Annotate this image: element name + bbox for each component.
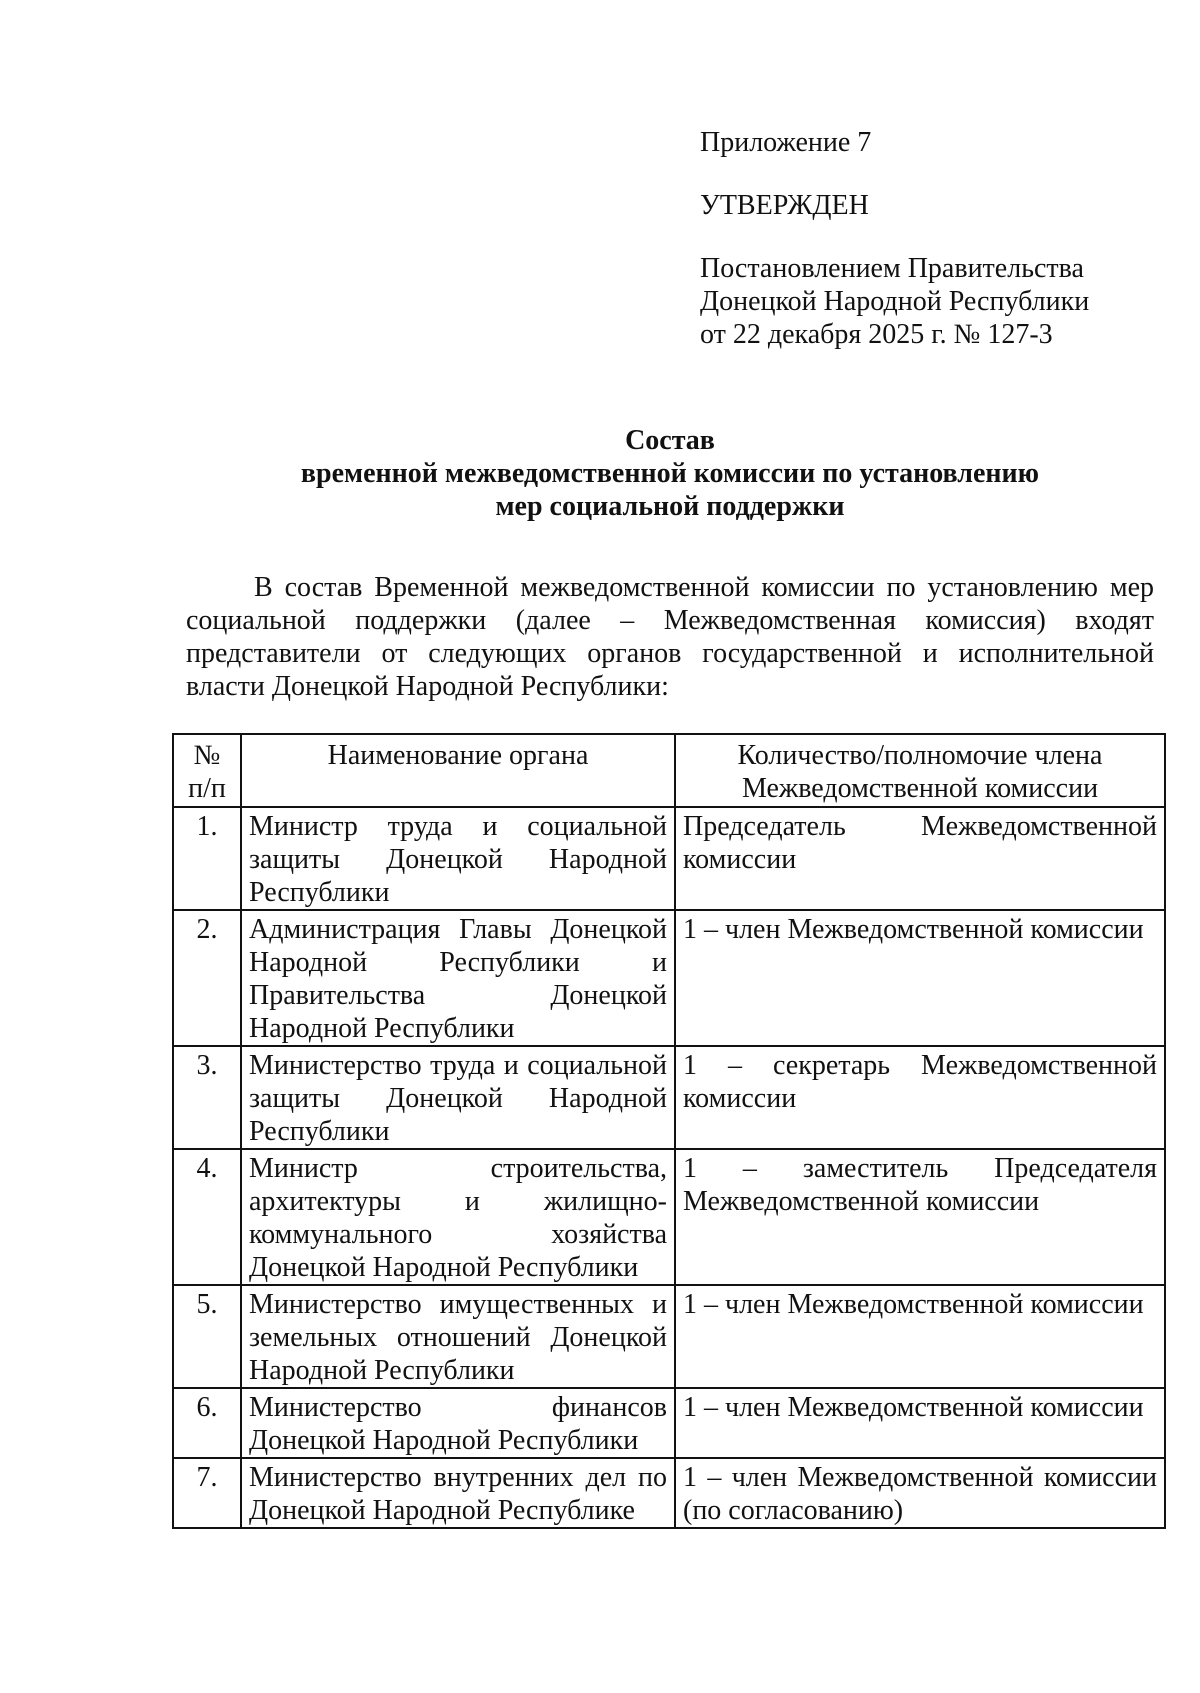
title-line-1: Состав xyxy=(625,425,715,456)
header-number-line-1: № xyxy=(193,740,221,771)
members-table xyxy=(172,733,1166,1529)
table-row xyxy=(173,807,1165,910)
table-row xyxy=(173,1388,1165,1458)
row-organization: Министр строительства, архитектуры и жилищно-коммунального хозяйства Донецкой Народной Республики xyxy=(241,1149,675,1285)
table-row xyxy=(173,910,1165,1046)
header-role-line-1: Количество/полномочие члена xyxy=(737,740,1103,771)
row-role: Председатель Межведомственной комиссии xyxy=(675,807,1165,910)
row-role: 1 – член Межведомственной комиссии (по согласованию) xyxy=(675,1458,1165,1528)
approval-block xyxy=(700,126,1140,351)
header-organization: Наименование органа xyxy=(241,734,675,807)
row-organization: Министерство финансов Донецкой Народной Республики xyxy=(241,1388,675,1458)
row-organization: Министерство труда и социальной защиты Донецкой Народной Республики xyxy=(241,1046,675,1149)
row-organization: Министерство имущественных и земельных отношений Донецкой Народной Республики xyxy=(241,1285,675,1388)
table-row xyxy=(173,1285,1165,1388)
header-role-line-2: Межведомственной комиссии xyxy=(741,773,1099,804)
row-role: 1 – заместитель Председателя Межведомственной комиссии xyxy=(675,1149,1165,1285)
row-number: 6. xyxy=(173,1388,241,1458)
approved-stamp: УТВЕРЖДЕН xyxy=(700,190,869,221)
header-number xyxy=(173,734,241,807)
approved-by-line-1: Постановлением Правительства xyxy=(700,253,1084,284)
row-organization: Администрация Главы Донецкой Народной Республики и Правительства Донецкой Народной Республики xyxy=(241,910,675,1046)
row-number: 2. xyxy=(173,910,241,1046)
title-line-3: мер социальной поддержки xyxy=(495,491,845,522)
document-title xyxy=(170,424,1170,523)
approved-by-line-2: Донецкой Народной Республики xyxy=(700,286,1090,317)
row-number: 7. xyxy=(173,1458,241,1528)
intro-paragraph: В состав Временной межведомственной комиссии по установлению мер социальной поддержки (далее – Межведомственная комиссия) входят представители от следующих органов государственной и исполнительной власти Донецкой Народной Республики: xyxy=(186,572,1154,702)
row-organization: Министр труда и социальной защиты Донецкой Народной Республики xyxy=(241,807,675,910)
title-line-2: временной межведомственной комиссии по установлению xyxy=(300,458,1040,489)
row-role: 1 – секретарь Межведомственной комиссии xyxy=(675,1046,1165,1149)
row-number: 5. xyxy=(173,1285,241,1388)
table-row xyxy=(173,1046,1165,1149)
appendix-label: Приложение 7 xyxy=(700,127,872,158)
table-row xyxy=(173,1458,1165,1528)
table-row xyxy=(173,1149,1165,1285)
table-header-row xyxy=(173,734,1165,807)
header-role xyxy=(675,734,1165,807)
approved-by-line-3: от 22 декабря 2025 г. № 127-3 xyxy=(700,319,1053,350)
row-organization: Министерство внутренних дел по Донецкой Народной Республике xyxy=(241,1458,675,1528)
header-number-line-2: п/п xyxy=(188,773,226,804)
row-role: 1 – член Межведомственной комиссии xyxy=(675,1388,1165,1458)
row-role: 1 – член Межведомственной комиссии xyxy=(675,910,1165,1046)
row-number: 1. xyxy=(173,807,241,910)
row-number: 3. xyxy=(173,1046,241,1149)
row-role: 1 – член Межведомственной комиссии xyxy=(675,1285,1165,1388)
row-number: 4. xyxy=(173,1149,241,1285)
